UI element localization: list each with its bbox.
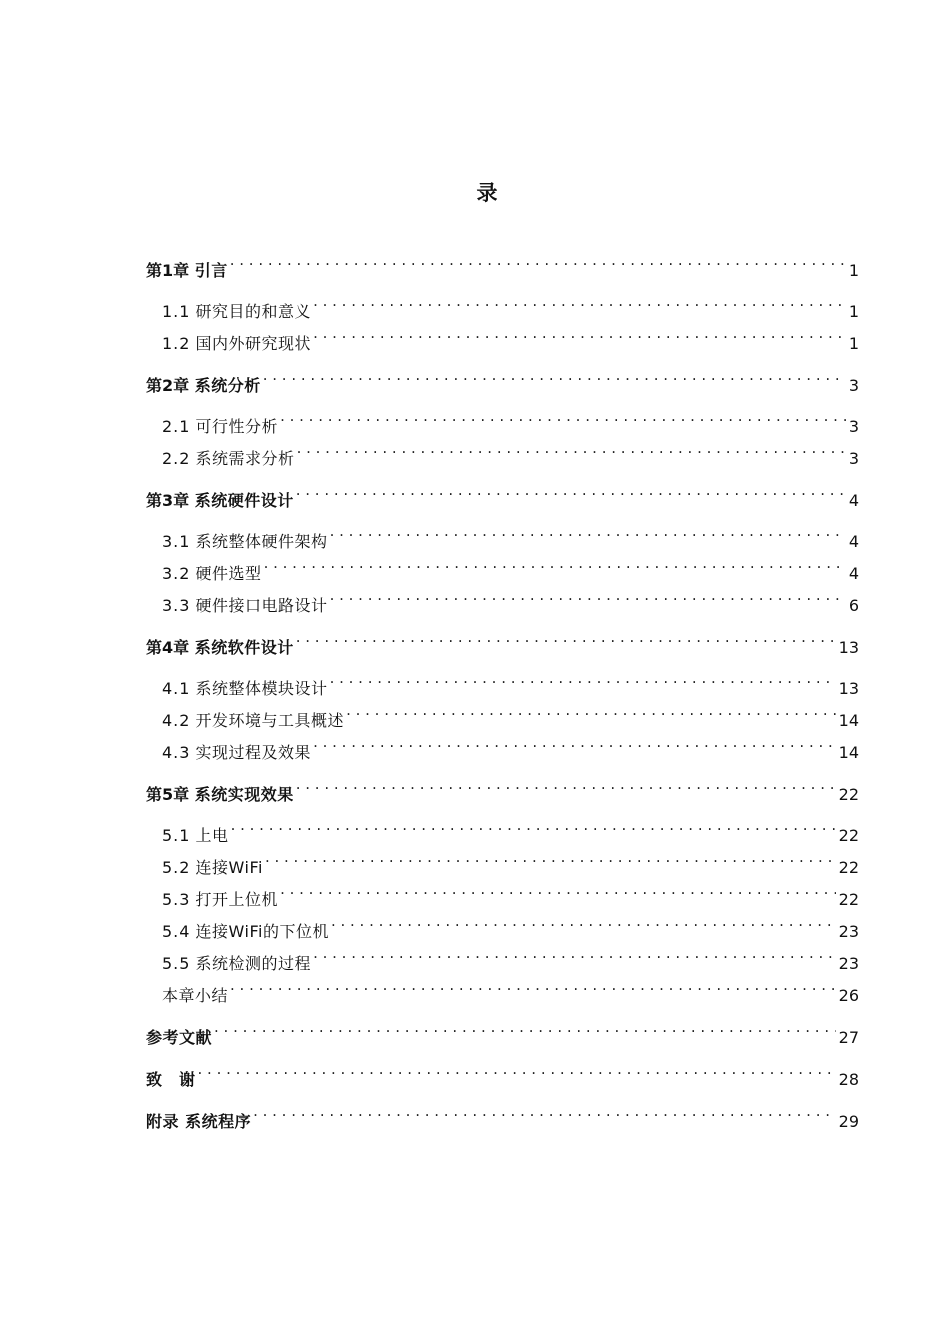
toc-entry-page: 22 [838, 785, 859, 804]
toc-entry-number: 第5章 [146, 785, 190, 804]
toc-entry-number: 第4章 [146, 638, 190, 657]
toc-entry-number: 4.3 [162, 743, 191, 762]
toc-entry-number: 5.5 [162, 954, 191, 973]
dot-leader [280, 873, 836, 905]
toc-entry-chapter-3[interactable] [146, 474, 859, 510]
toc-entry-label: 硬件选型 [195, 564, 262, 583]
toc-entry-page: 3 [848, 376, 859, 395]
toc-entry-page: 1 [848, 261, 859, 280]
dot-leader [331, 905, 836, 937]
toc-entry-label: 打开上位机 [195, 890, 279, 909]
dot-leader [253, 1095, 836, 1127]
dot-leader [265, 841, 836, 873]
toc-entry-number: 5.3 [162, 890, 191, 909]
dot-leader [297, 432, 846, 464]
toc-entry-number: 2.1 [162, 417, 191, 436]
toc-entry-number: 3.1 [162, 532, 191, 551]
toc-entry-number: 4.1 [162, 679, 191, 698]
toc-entry-chapter-4[interactable] [146, 621, 859, 657]
toc-entry-number: 3.3 [162, 596, 191, 615]
toc-entry-label: 连接WiFi [195, 858, 263, 877]
toc-entry-page: 14 [838, 743, 859, 762]
toc-entry-label: 上电 [195, 826, 229, 845]
dot-leader [296, 768, 836, 800]
toc-entry-section-5-1[interactable] [146, 809, 859, 845]
toc-title: 录 [476, 181, 498, 205]
toc-entry-label: 参考文献 [146, 1028, 213, 1047]
dot-leader [296, 621, 836, 653]
toc-entry-label: 可行性分析 [195, 417, 279, 436]
toc-entry-label: 系统软件设计 [194, 638, 294, 657]
toc-entry-number: 5.4 [162, 922, 191, 941]
toc-entry-section-1-1[interactable] [146, 285, 859, 321]
toc-entry-label: 系统整体硬件架构 [195, 532, 328, 551]
dot-leader [330, 662, 836, 694]
toc-entry-appendix[interactable] [146, 1095, 859, 1131]
dot-leader [330, 515, 846, 547]
toc-entry-page: 1 [848, 302, 859, 321]
toc-entry-chapter-5[interactable] [146, 768, 859, 804]
dot-leader [313, 937, 836, 969]
toc-entry-page: 13 [838, 638, 859, 657]
toc-entry-number: 5.1 [162, 826, 191, 845]
dot-leader [231, 809, 836, 841]
dot-leader [264, 547, 846, 579]
dot-leader [230, 969, 836, 1001]
toc-entry-number: 第1章 [146, 261, 190, 280]
toc-entry-label: 系统实现效果 [194, 785, 294, 804]
toc-entry-label: 实现过程及效果 [195, 743, 312, 762]
toc-entry-page: 14 [838, 711, 859, 730]
toc-entry-chapter-summary[interactable] [146, 969, 859, 1005]
toc-entry-number: 1.1 [162, 302, 191, 321]
toc-entry-label: 系统检测的过程 [195, 954, 312, 973]
toc-entry-page: 29 [838, 1112, 859, 1131]
toc-entry-page: 6 [848, 596, 859, 615]
toc-entry-number: 4.2 [162, 711, 191, 730]
toc-entry-chapter-2[interactable] [146, 359, 859, 395]
dot-leader [313, 317, 846, 349]
toc-entry-label: 附录 系统程序 [146, 1112, 252, 1131]
toc-entry-page: 4 [848, 564, 859, 583]
toc-entry-section-4-1[interactable] [146, 662, 859, 698]
dot-leader [330, 579, 846, 611]
toc-entry-page: 3 [848, 417, 859, 436]
dot-leader [214, 1011, 836, 1043]
toc-entry-page: 22 [838, 826, 859, 845]
toc-entry-acknowledgements[interactable] [146, 1053, 859, 1089]
toc-entry-label: 开发环境与工具概述 [195, 711, 345, 730]
toc-entry-page: 23 [838, 922, 859, 941]
dot-leader [263, 359, 846, 391]
toc-entry-number: 第3章 [146, 491, 190, 510]
toc-entry-number: 1.2 [162, 334, 191, 353]
toc-entry-page: 1 [848, 334, 859, 353]
dot-leader [296, 474, 846, 506]
toc-entry-label: 致 谢 [146, 1070, 196, 1089]
toc-entry-label: 系统硬件设计 [194, 491, 294, 510]
dot-leader [230, 244, 846, 276]
toc-entry-page: 4 [848, 491, 859, 510]
toc-entry-label: 研究目的和意义 [195, 302, 312, 321]
toc-entry-section-5-2[interactable] [146, 841, 859, 877]
toc-entry-page: 3 [848, 449, 859, 468]
dot-leader [346, 694, 836, 726]
toc-entry-page: 4 [848, 532, 859, 551]
toc-entry-chapter-1[interactable] [146, 244, 859, 280]
toc-entry-page: 23 [838, 954, 859, 973]
toc-entry-label: 系统整体模块设计 [195, 679, 328, 698]
toc-entry-label: 本章小结 [162, 986, 229, 1005]
toc-entry-number: 第2章 [146, 376, 190, 395]
dot-leader [313, 285, 846, 317]
toc-entry-page: 27 [838, 1028, 859, 1047]
toc-entry-section-2-1[interactable] [146, 400, 859, 436]
dot-leader [313, 726, 836, 758]
dot-leader [198, 1053, 836, 1085]
toc-entry-page: 13 [838, 679, 859, 698]
toc-entry-label: 引言 [194, 261, 228, 280]
toc-entry-page: 22 [838, 858, 859, 877]
toc-entry-page: 26 [838, 986, 859, 1005]
table-of-contents [146, 244, 859, 1131]
toc-entry-page: 22 [838, 890, 859, 909]
toc-entry-number: 3.2 [162, 564, 191, 583]
toc-entry-section-3-1[interactable] [146, 515, 859, 551]
toc-entry-label: 系统分析 [194, 376, 261, 395]
toc-entry-references[interactable] [146, 1011, 859, 1047]
toc-entry-label: 系统需求分析 [195, 449, 295, 468]
toc-entry-label: 连接WiFi的下位机 [195, 922, 329, 941]
toc-entry-label: 国内外研究现状 [195, 334, 312, 353]
toc-entry-number: 5.2 [162, 858, 191, 877]
toc-entry-label: 硬件接口电路设计 [195, 596, 328, 615]
toc-entry-page: 28 [838, 1070, 859, 1089]
toc-entry-number: 2.2 [162, 449, 191, 468]
dot-leader [280, 400, 846, 432]
